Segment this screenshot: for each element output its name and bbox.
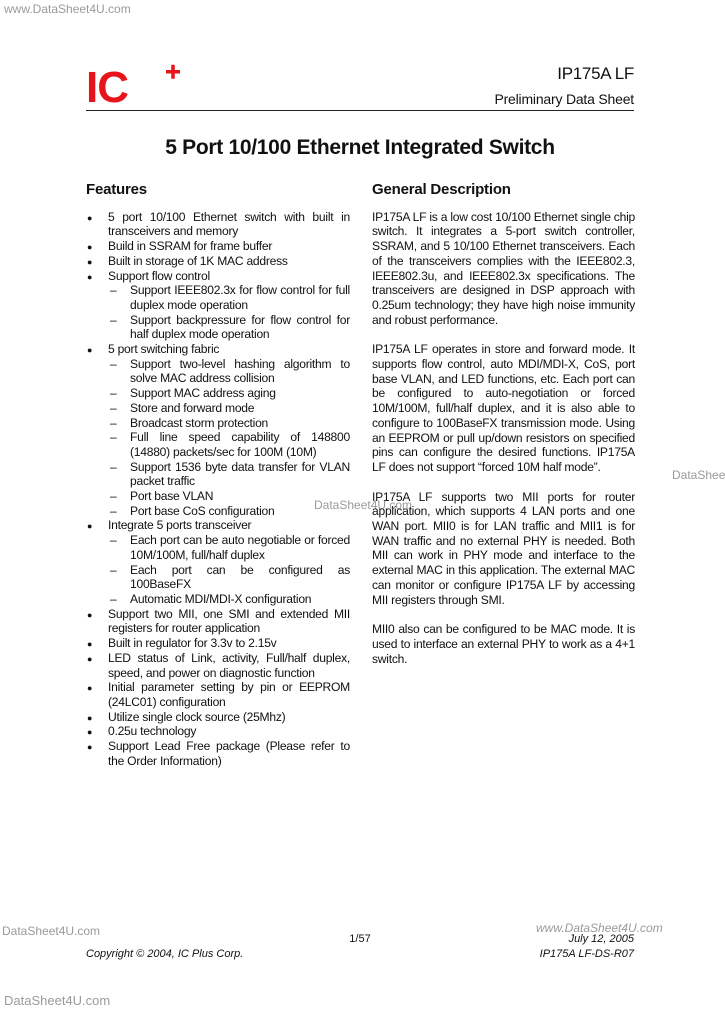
- feature-item: [86, 651, 350, 680]
- feature-text: Support Lead Free package (Please refer to the Order Information): [108, 739, 350, 768]
- description-paragraph: MII0 also can be configured to be MAC mode. It is used to interface an external PHY to work as a 4+1 switch.: [372, 622, 635, 666]
- feature-text: LED status of Link, activity, Full/half duplex, speed, and power on diagnostic function: [108, 650, 350, 680]
- feature-sublist: [108, 283, 350, 342]
- dash-icon: –: [110, 430, 117, 445]
- bullet-icon: ●: [87, 653, 93, 664]
- feature-subitem-text: Full line speed capability of 148800 (14880) packets/sec for 100M (10M): [130, 430, 350, 459]
- feature-subitem-text: Broadcast storm protection: [130, 415, 269, 430]
- copyright: Copyright © 2004, IC Plus Corp.: [86, 948, 244, 960]
- svg-text:IC: IC: [86, 63, 128, 112]
- bullet-icon: ●: [87, 345, 93, 356]
- dash-icon: –: [110, 503, 117, 518]
- watermark-very-bottom: DataSheet4U.com: [4, 993, 111, 1008]
- feature-subitem: [108, 460, 350, 489]
- feature-item: [86, 518, 350, 606]
- feature-subitem: [108, 416, 350, 431]
- feature-subitem: [108, 283, 350, 312]
- feature-subitem: [108, 357, 350, 386]
- dash-icon: –: [110, 489, 117, 504]
- feature-text: Integrate 5 ports transceiver: [108, 518, 252, 533]
- dash-icon: –: [110, 459, 117, 474]
- dash-icon: –: [110, 386, 117, 401]
- dash-icon: –: [110, 562, 117, 577]
- bullet-icon: ●: [87, 742, 93, 753]
- feature-item: [86, 269, 350, 343]
- bullet-icon: ●: [87, 727, 93, 738]
- feature-text: Built in regulator for 3.3v to 2.15v: [108, 636, 277, 651]
- bullet-icon: ●: [87, 212, 93, 223]
- description-paragraph: IP175A LF is a low cost 10/100 Ethernet single chip switch. It integrates a 5-port switch controller, SSRAM, and 5 10/100 Ethernet transceivers. Each of the transceivers complies with the IEEE802.3, IEEE802.3u, and IEEE802.3x specifications. The transceivers are designed in DSP approach with 0.25um technology; they have high noise immunity and robust performance.: [372, 209, 635, 327]
- dash-icon: –: [110, 283, 117, 298]
- bullet-icon: ●: [87, 242, 93, 253]
- watermark-bottom-left: DataSheet4U.com: [2, 924, 101, 938]
- feature-item: [86, 739, 350, 768]
- feature-subitem-text: Port base VLAN: [130, 489, 214, 504]
- feature-subitem-text: Support MAC address aging: [130, 386, 276, 401]
- dash-icon: –: [110, 400, 117, 415]
- feature-subitem: [108, 313, 350, 342]
- feature-sublist: [108, 533, 350, 607]
- feature-subitem-text: Each port can be configured as 100BaseFX: [130, 562, 350, 592]
- feature-text: 0.25u technology: [108, 724, 197, 739]
- description-paragraph: IP175A LF operates in store and forward mode. It supports flow control, auto MDI/MDI-X, CoS, port base VLAN, and LED functions, etc. Each port can be configured to auto-negotiation or forced 10M/100M, full/half duplex, and it is also able to configure to 100BaseFX transmission mode. Using an EEPROM or pull up/down resistors on specified pins can configure the desired functions. IP175A LF does not support “forced 10M half mode”.: [372, 342, 635, 474]
- dash-icon: –: [110, 533, 117, 548]
- feature-item: [86, 239, 350, 254]
- feature-text: Support two MII, one SMI and extended MII registers for router application: [108, 606, 350, 636]
- bullet-icon: ●: [87, 712, 93, 723]
- ic-plus-logo: [86, 60, 196, 110]
- bullet-icon: ●: [87, 521, 93, 532]
- page-number: 1/57: [349, 933, 371, 945]
- watermark-right-edge: DataShee: [672, 468, 725, 482]
- feature-item: [86, 636, 350, 651]
- dash-icon: –: [110, 356, 117, 371]
- feature-subitem: [108, 592, 350, 607]
- footer-date: July 12, 2005: [568, 933, 634, 945]
- ic-plus-logo-mark: [86, 60, 196, 110]
- feature-subitem: [108, 401, 350, 416]
- features-section: [86, 181, 350, 768]
- feature-text: Support flow control: [108, 268, 210, 283]
- feature-subitem: [108, 504, 350, 519]
- feature-text: Built in storage of 1K MAC address: [108, 253, 288, 268]
- features-heading: Features: [86, 181, 147, 198]
- product-name: IP175A LF: [557, 64, 634, 83]
- watermark-bottom-right: www.DataSheet4U.com: [536, 921, 663, 935]
- feature-item: [86, 342, 350, 518]
- feature-subitem: [108, 533, 350, 562]
- dash-icon: –: [110, 415, 117, 430]
- feature-subitem-text: Port base CoS configuration: [130, 503, 275, 518]
- description-paragraph: IP175A LF supports two MII ports for router application, which supports 4 LAN ports and one WAN port. MII0 is for LAN traffic and MII1 is for WAN traffic and no external PHY is needed. Both MII can work in PHY mode and interface to the external MAC in this application. The external MAC can monitor or configure IP175A LF by accessing MII registers through SMI.: [372, 489, 635, 607]
- bullet-icon: ●: [87, 256, 93, 267]
- page-title: 5 Port 10/100 Ethernet Integrated Switch: [165, 136, 555, 159]
- document-id: IP175A LF-DS-R07: [539, 948, 634, 960]
- feature-text: Build in SSRAM for frame buffer: [108, 239, 273, 254]
- feature-subitem-text: Automatic MDI/MDI-X configuration: [130, 591, 312, 606]
- feature-subitem: [108, 489, 350, 504]
- watermark-middle: DataSheet4U.com: [314, 498, 413, 512]
- feature-item: [86, 724, 350, 739]
- feature-subitem: [108, 430, 350, 459]
- dash-icon: –: [110, 591, 117, 606]
- feature-text: 5 port 10/100 Ethernet switch with built in transceivers and memory: [108, 209, 350, 239]
- feature-sublist: [108, 357, 350, 519]
- bullet-icon: ●: [87, 683, 93, 694]
- feature-subitem: [108, 563, 350, 592]
- feature-subitem: [108, 386, 350, 401]
- feature-text: 5 port switching fabric: [108, 342, 220, 357]
- document-type: Preliminary Data Sheet: [494, 91, 634, 107]
- feature-item: [86, 254, 350, 269]
- feature-item: [86, 607, 350, 636]
- dash-icon: –: [110, 312, 117, 327]
- feature-item: [86, 210, 350, 239]
- bullet-icon: ●: [87, 609, 93, 620]
- general-description-section: [372, 181, 635, 681]
- general-description-heading: General Description: [372, 181, 511, 198]
- feature-item: [86, 680, 350, 709]
- header-divider: [86, 110, 634, 111]
- feature-subitem-text: Store and forward mode: [130, 400, 255, 415]
- feature-text: Initial parameter setting by pin or EEPROM (24LC01) configuration: [108, 680, 350, 709]
- bullet-icon: ●: [87, 639, 93, 650]
- features-list: [86, 210, 350, 769]
- feature-subitem-text: Support backpressure for flow control for half duplex mode operation: [130, 312, 350, 342]
- feature-subitem-text: Support two-level hashing algorithm to solve MAC address collision: [130, 356, 350, 386]
- feature-text: Utilize single clock source (25Mhz): [108, 709, 286, 724]
- feature-subitem-text: Support IEEE802.3x for flow control for full duplex mode operation: [130, 283, 350, 312]
- watermark-top-left: www.DataSheet4U.com: [4, 2, 131, 16]
- bullet-icon: ●: [87, 271, 93, 282]
- feature-subitem-text: Each port can be auto negotiable or forced 10M/100M, full/half duplex: [130, 533, 350, 562]
- feature-subitem-text: Support 1536 byte data transfer for VLAN packet traffic: [130, 459, 350, 489]
- feature-item: [86, 710, 350, 725]
